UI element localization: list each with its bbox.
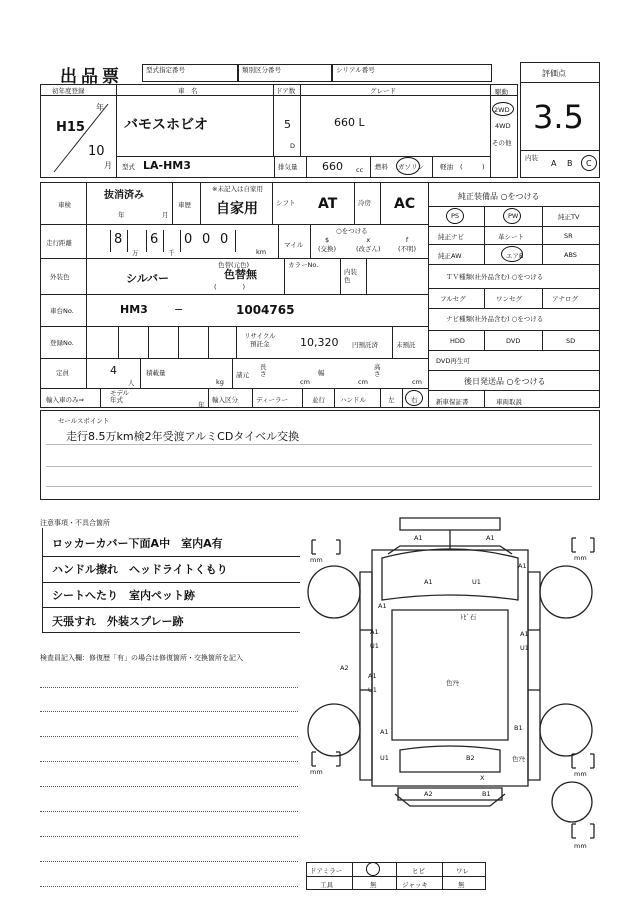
color-value: シルバー <box>126 272 169 285</box>
distance-digit-5: 0 <box>220 232 229 247</box>
distance-sen: 千 <box>168 249 175 257</box>
dims-length: 長さ <box>260 363 267 378</box>
model-year-label: モデル 年式 <box>110 389 130 404</box>
capacity-value: 4 <box>110 364 117 377</box>
door-count: 5 <box>284 118 291 131</box>
displacement: 660 <box>322 160 343 173</box>
damage-mark: B1 <box>482 790 491 798</box>
damage-mark: U1 <box>380 754 389 762</box>
model-value: LA-HM3 <box>143 159 191 172</box>
handle-right: 右 <box>411 396 418 404</box>
damage-mark: U1 <box>520 644 529 652</box>
sales-label: セールスポイント <box>58 417 110 425</box>
equip-ps-circle <box>446 208 464 224</box>
damage-mark: A2 <box>340 664 349 672</box>
score-value: 3.5 <box>533 98 584 136</box>
import-label: 輸入車のみ⇒ <box>46 396 84 404</box>
chassis-label: 車台No. <box>50 307 74 315</box>
drive-2wd-circle <box>492 102 514 116</box>
after-title: 後日発送品 ○をつける <box>464 377 546 386</box>
irogae-label: 色替(元色) <box>218 261 250 269</box>
car-name-label: 車 名 <box>178 87 198 95</box>
dims-length-cm: cm <box>300 378 310 386</box>
fuel-other: ( ) <box>460 163 485 171</box>
footer-hibi: ヒビ <box>412 867 425 875</box>
serial-label: シリアル番号 <box>336 66 375 74</box>
interior-c: C <box>586 159 592 168</box>
damage-mark: U1 <box>368 686 377 694</box>
footer-jack: ジャッキ <box>402 881 428 889</box>
footer-jack-value: 無 <box>458 881 465 889</box>
ruibetsu-label: 類別区分番号 <box>242 66 281 74</box>
shift-value: AT <box>318 196 338 212</box>
reibo-label: 冷房 <box>358 199 371 207</box>
distance-digit-1: 8 <box>114 232 123 247</box>
irogae-value: 色替無 <box>224 268 257 281</box>
damage-mark: ﾄﾋﾞ石 <box>460 613 477 621</box>
damage-mark: 色ｱｾ <box>446 679 459 687</box>
distance-digit-2: 6 <box>150 232 159 247</box>
damage-mark: U1 <box>370 642 379 650</box>
first-reg-label: 初年度登録 <box>52 87 85 95</box>
mm-label-3: mm <box>310 768 323 776</box>
navi-dvd: DVD <box>506 337 521 345</box>
note-item-1: ロッカーカバー下面A中 室内A有 <box>52 537 223 550</box>
inspector-label: 検査員記入欄：修復歴「有」の場合は修復箇所・交換箇所を記入 <box>40 654 243 662</box>
interior-c-circle <box>581 155 597 171</box>
reibo-value: AC <box>394 196 416 212</box>
distance-man: 万 <box>132 249 139 257</box>
after-manual: 車両取説 <box>496 398 522 406</box>
notes-label: 注意事項・不具合箇所 <box>40 519 110 527</box>
damage-mark: A1 <box>368 672 377 680</box>
footer-ware: ワレ <box>456 867 469 875</box>
odometer-note: ○をつける <box>336 227 368 235</box>
odo-kaizan: x (改ざん) <box>356 236 381 253</box>
disp-label: 排気量 <box>278 163 298 171</box>
mm-label-5: mm <box>574 842 587 850</box>
shareki-value: 自家用 <box>216 201 258 217</box>
drive-label: 駆動 <box>495 88 508 96</box>
reg-no-label: 登録No. <box>50 339 74 347</box>
note-item-4: 天張すれ 外装スプレー跡 <box>52 615 184 628</box>
chassis-dash: − <box>174 303 184 316</box>
equip-pw-circle <box>503 208 521 224</box>
door-sub: D <box>290 142 296 150</box>
damage-mark: A1 <box>380 728 389 736</box>
cc-unit: cc <box>356 166 364 174</box>
model-label: 型式 <box>122 163 135 171</box>
footer-mirror-circle <box>366 862 380 876</box>
distance-digit-4: 0 <box>202 232 211 247</box>
damage-mark: A2 <box>424 790 433 798</box>
interior-label: 内装 <box>525 154 538 162</box>
score-label: 評価点 <box>542 69 566 78</box>
equip-ps: PS <box>451 212 460 220</box>
equip-leather: 革シート <box>498 233 524 241</box>
load-label: 積載量 <box>146 369 166 377</box>
damage-mark: B1 <box>514 724 523 732</box>
color-no-label: カラーNo. <box>288 261 319 269</box>
grade-label: グレード <box>370 87 396 95</box>
recycle-value: 10,320 <box>300 336 339 349</box>
handle-label: ハンドル <box>340 396 366 404</box>
recycle-label: リサイクル 預託金 <box>244 332 276 348</box>
damage-mark: A1 <box>424 578 433 586</box>
chassis-number: 1004765 <box>236 303 295 317</box>
equip-pw: PW <box>508 212 519 220</box>
shaken-month-unit: 月 <box>162 211 169 219</box>
damage-mark: 色ｱｾ <box>512 755 525 763</box>
equip-aw: 純正AW <box>438 252 462 260</box>
navi-hdd: HDD <box>450 337 465 345</box>
shift-label: シフト <box>276 199 296 207</box>
distance-digit-3: 0 <box>184 232 193 247</box>
dims-width: 幅 <box>318 369 325 377</box>
damage-mark: A1 <box>414 534 423 542</box>
equip-airbag-circle <box>501 246 523 262</box>
mm-label-1: mm <box>310 556 323 564</box>
tv-analog: アナログ <box>552 295 578 303</box>
handle-left: 左 <box>388 396 395 404</box>
equip-sr: SR <box>564 232 573 240</box>
fuel-gas-circle <box>396 157 420 175</box>
mm-label-4: mm <box>574 770 587 778</box>
first-reg-year: H15 <box>56 120 85 135</box>
recycle-unpaid: 未預託 <box>396 341 416 349</box>
damage-mark: A1 <box>520 630 529 638</box>
fuel-gasoline: ガソリン <box>398 163 424 171</box>
footer-tools-value: 無 <box>370 881 377 889</box>
color-label: 外装色 <box>50 273 70 281</box>
damage-mark: A1 <box>378 602 387 610</box>
car-name: バモスホビオ <box>124 117 208 133</box>
dims-width-cm: cm <box>358 378 368 386</box>
model-year-unit: 年 <box>198 401 205 409</box>
shareki-note: ※未記入は自家用 <box>212 185 263 193</box>
interior-a: A <box>551 159 557 168</box>
damage-mark: U1 <box>472 578 481 586</box>
note-item-2: ハンドル擦れ ヘッドライトくもり <box>52 563 228 576</box>
dims-height: 高さ <box>374 363 381 378</box>
damage-mark: B2 <box>466 754 475 762</box>
mm-label-2: mm <box>574 554 587 562</box>
dvd-play: DVD再生可 <box>436 357 470 365</box>
equip-navi: 純正ナビ <box>438 233 464 241</box>
drive-other: その他 <box>492 139 512 147</box>
tv-oneseg: ワンセグ <box>496 295 522 303</box>
katashiki-label: 型式指定番号 <box>146 66 185 74</box>
damage-mark: X <box>480 774 485 782</box>
grade-value: 660 L <box>334 116 365 129</box>
capacity-label: 定員 <box>56 369 69 377</box>
footer-door-mirror: ドアミラー <box>310 867 343 875</box>
distance-mile: マイル <box>284 241 304 249</box>
load-unit: kg <box>216 378 224 386</box>
first-reg-month: 10 <box>88 144 105 159</box>
fuel-label: 燃料 <box>375 163 388 171</box>
door-label: ドア数 <box>276 87 296 95</box>
capacity-unit: 人 <box>128 379 135 387</box>
year-unit: 年 <box>96 103 104 112</box>
dims-label: 諸元 <box>236 371 249 379</box>
drive-2wd: 2WD <box>494 106 510 114</box>
import-dealer: ディーラー <box>256 396 288 404</box>
interior-color-label: 内装色 <box>344 268 357 284</box>
tv-fullseg: フルセグ <box>440 295 466 303</box>
chassis-prefix: HM3 <box>120 303 148 316</box>
sales-text: 走行8.5万km検2年受渡アルミCDタイベル交換 <box>66 430 300 443</box>
navi-title: ナビ種類(社外品含む) ○をつける <box>446 315 544 323</box>
odo-fumei: f (不明) <box>398 236 417 253</box>
equip-airbag: エアB <box>506 252 524 260</box>
after-warranty: 新車保証書 <box>436 398 469 406</box>
footer-tools: 工具 <box>320 881 333 889</box>
fuel-diesel: 軽油 <box>440 163 453 171</box>
shaken-value: 抜消済み <box>104 190 144 201</box>
damage-mark: A1 <box>518 562 527 570</box>
recycle-yen: 円預託済 <box>352 341 378 349</box>
month-unit: 月 <box>104 161 112 170</box>
distance-km: km <box>256 248 267 256</box>
irogae-paren: ( ) <box>214 283 246 291</box>
handle-right-circle <box>405 390 423 406</box>
interior-b: B <box>567 159 573 168</box>
equip-title: 純正装備品 ○をつける <box>458 192 540 201</box>
odo-koukan: $ (交換) <box>318 236 337 253</box>
damage-mark: A1 <box>370 628 379 636</box>
dims-height-cm: cm <box>412 378 422 386</box>
shareki-label: 車歴 <box>178 201 191 209</box>
equip-abs: ABS <box>564 251 577 259</box>
navi-sd: SD <box>566 337 576 345</box>
distance-label: 走行距離 <box>46 239 72 247</box>
import-class: 輸入区分 <box>212 396 238 404</box>
tv-title: ＴＶ種類(社外品含む) ○をつける <box>446 273 544 281</box>
equip-tv: 純正TV <box>558 213 580 221</box>
shaken-year-unit: 年 <box>118 211 125 219</box>
shaken-label: 車検 <box>58 201 71 209</box>
note-item-3: シートへたり 室内ペット跡 <box>52 589 195 602</box>
drive-4wd: 4WD <box>495 122 511 130</box>
damage-mark: A1 <box>486 534 495 542</box>
import-parallel: 並行 <box>312 396 325 404</box>
form-title: 出品票 <box>60 67 123 87</box>
